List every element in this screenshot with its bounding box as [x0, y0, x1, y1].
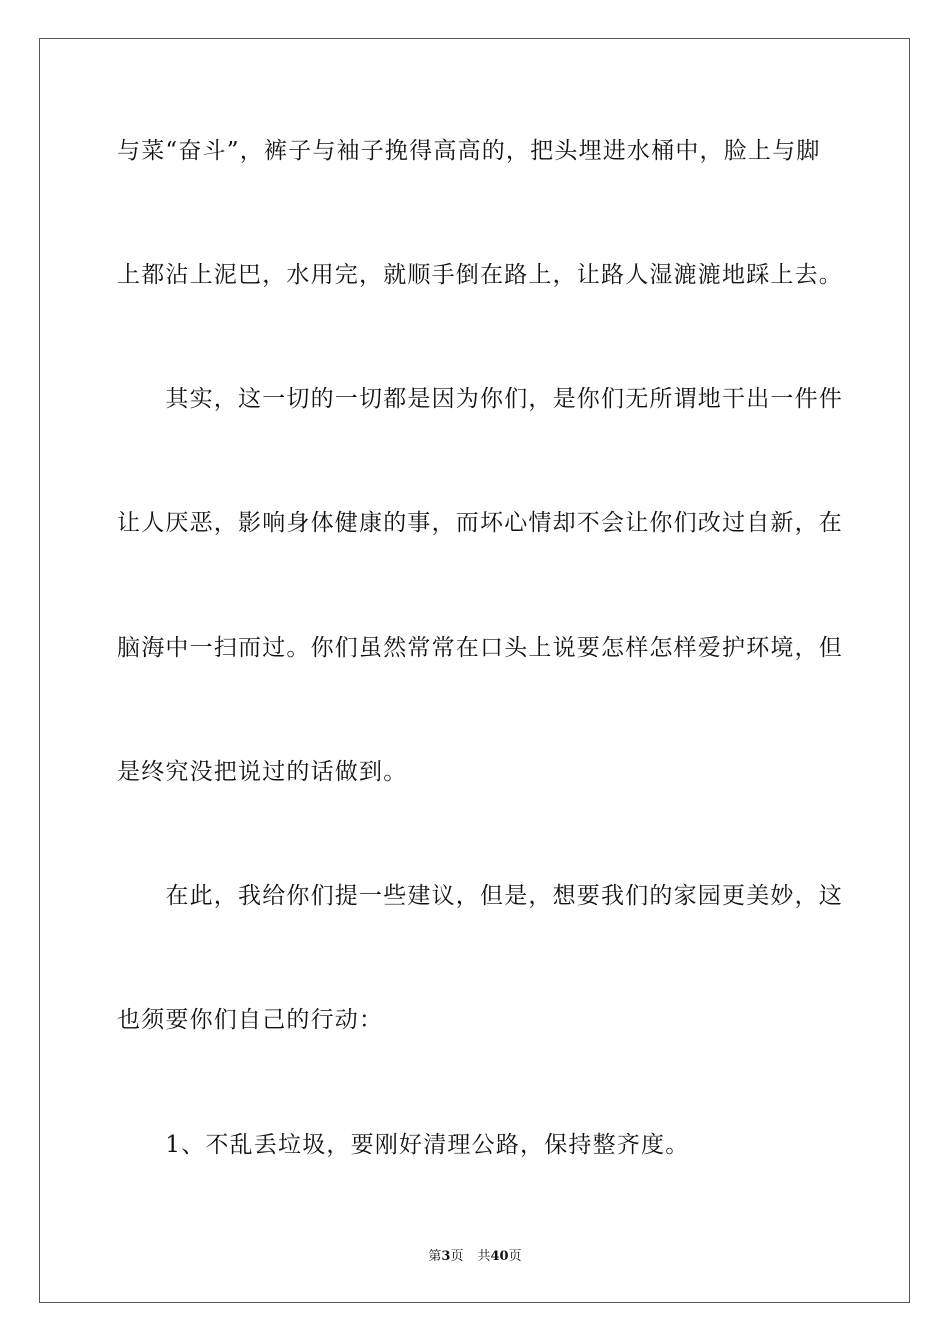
page-suffix: 页 [450, 1249, 464, 1264]
body-text-line: 是终究没把说过的话做到。 [117, 759, 408, 785]
body-text-line: 与菜“奋斗”，裤子与袖子挽得高高的，把头埋进水桶中，脸上与脚 [117, 138, 821, 164]
body-text-line: 其实，这一切的一切都是因为你们，是你们无所谓地干出一件件 [117, 386, 843, 412]
total-prefix: 共 [477, 1249, 491, 1264]
page-prefix: 第 [428, 1249, 442, 1264]
page-number: 3 [441, 1249, 451, 1264]
body-text-line: 在此，我给你们提一些建议，但是，想要我们的家园更美妙，这 [117, 883, 843, 909]
body-text-line: 让人厌恶，影响身体健康的事，而坏心情却不会让你们改过自新，在 [117, 510, 843, 536]
page-border [39, 38, 910, 1303]
page-footer [0, 1248, 950, 1266]
body-text-line: 上都沾上泥巴，水用完，就顺手倒在路上，让路人湿漉漉地踩上去。 [117, 262, 843, 288]
total-pages: 40 [490, 1249, 509, 1264]
body-text-line: 脑海中一扫而过。你们虽然常常在口头上说要怎样怎样爱护环境，但 [117, 635, 843, 661]
body-text-line: 1、不乱丢垃圾，要刚好清理公路，保持整齐度。 [117, 1132, 690, 1158]
total-suffix: 页 [508, 1249, 522, 1264]
body-text-line: 也须要你们自己的行动： [117, 1007, 384, 1033]
